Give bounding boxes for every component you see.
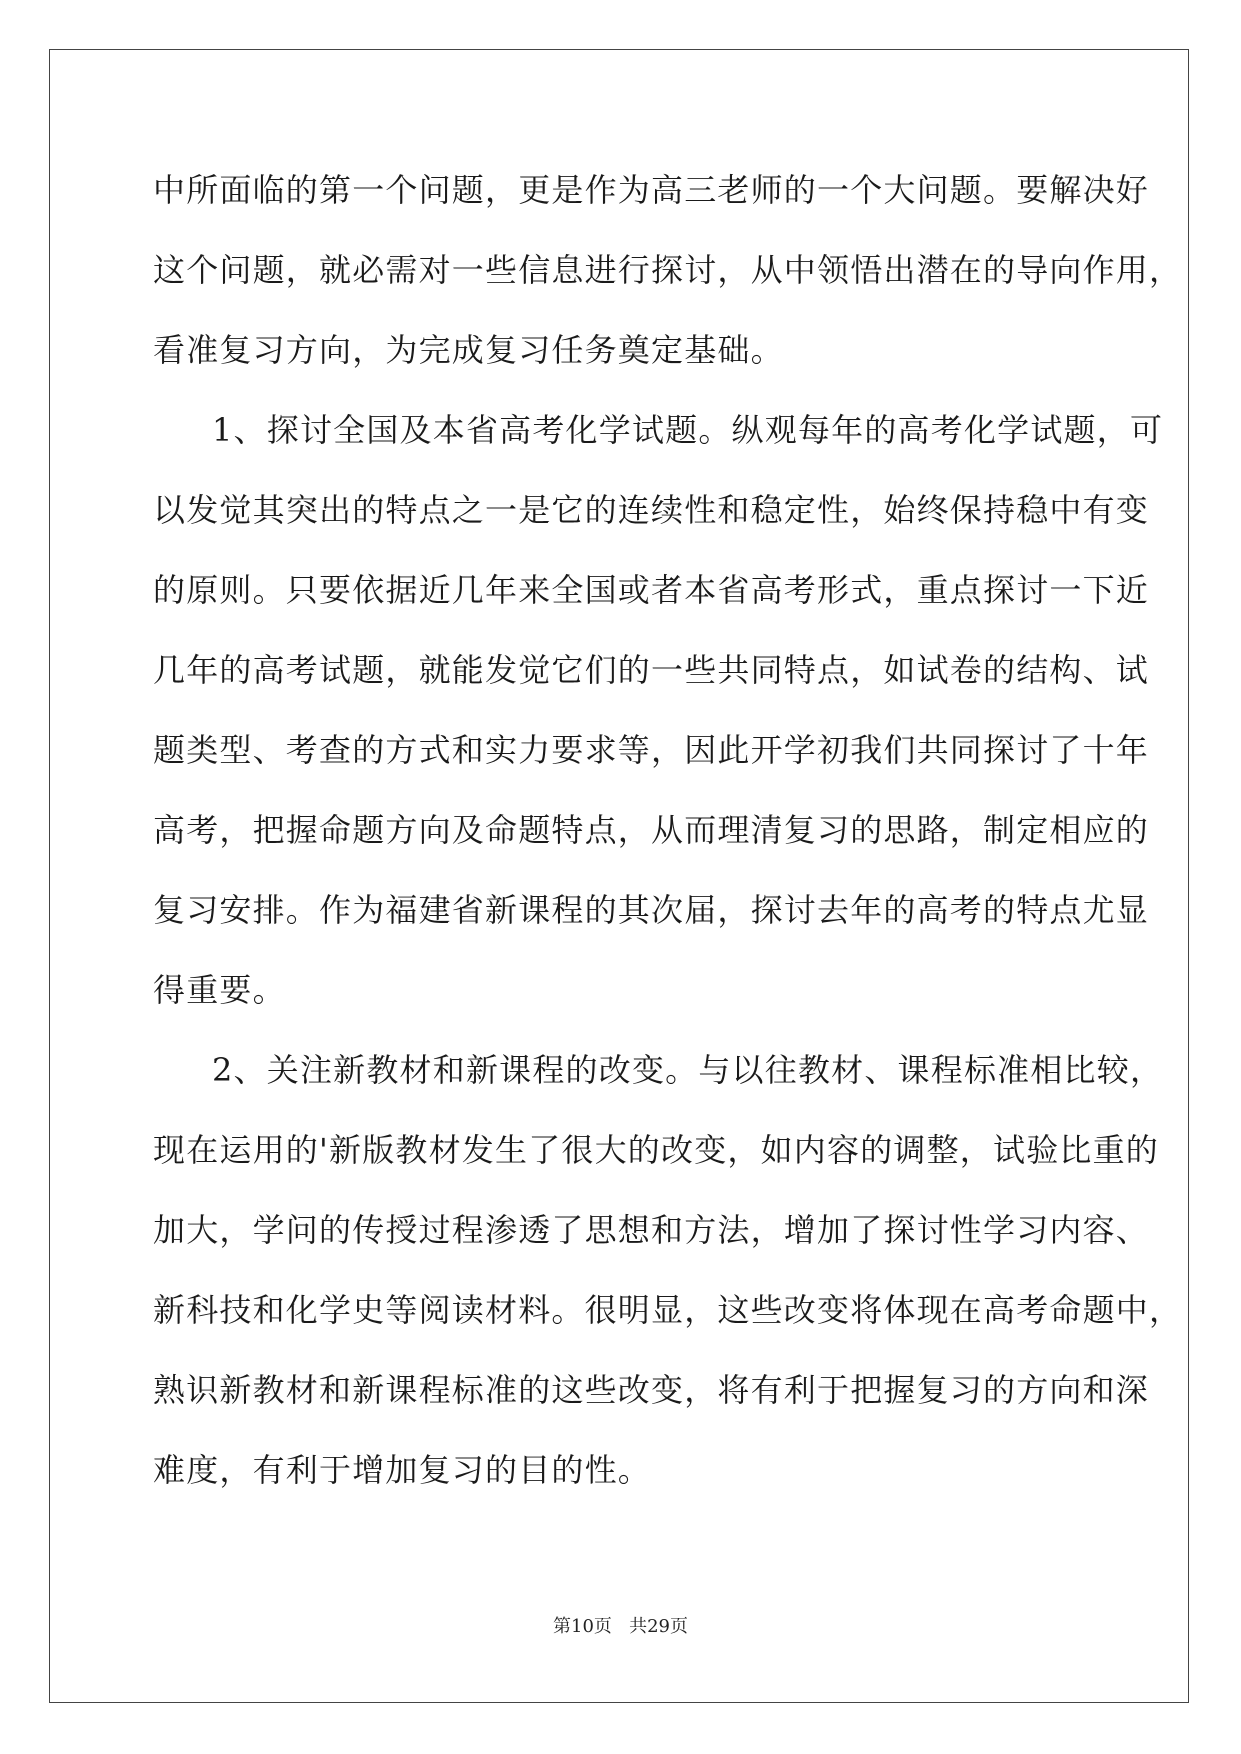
text-line: 高考，把握命题方向及命题特点，从而理清复习的思路，制定相应的 [153, 811, 1150, 849]
text-line: 熟识新教材和新课程标准的这些改变，将有利于把握复习的方向和深 [153, 1371, 1150, 1409]
text-line: 以发觉其突出的特点之一是它的连续性和稳定性，始终保持稳中有变 [153, 491, 1150, 529]
text-line: 加大，学问的传授过程渗透了思想和方法，增加了探讨性学习内容、 [153, 1211, 1150, 1249]
page-number: 第10页 [553, 1616, 612, 1637]
page-footer [0, 1615, 1241, 1639]
text-line: 几年的高考试题，就能发觉它们的一些共同特点，如试卷的结构、试 [153, 651, 1150, 689]
text-line: 题类型、考查的方式和实力要求等，因此开学初我们共同探讨了十年 [153, 731, 1150, 769]
text-line: 得重要。 [153, 971, 286, 1009]
paragraph-start-line: 1、探讨全国及本省高考化学试题。纵观每年的高考化学试题，可 [212, 411, 1164, 449]
text-line: 的原则。只要依据近几年来全国或者本省高考形式，重点探讨一下近 [153, 571, 1150, 609]
page-total: 共29页 [629, 1616, 688, 1637]
text-line: 中所面临的第一个问题，更是作为高三老师的一个大问题。要解决好 [153, 171, 1150, 209]
paragraph-start-line: 2、关注新教材和新课程的改变。与以往教材、课程标准相比较， [212, 1051, 1164, 1089]
document-body [153, 160, 1183, 1520]
text-line: 难度，有利于增加复习的目的性。 [153, 1451, 652, 1489]
text-line: 复习安排。作为福建省新课程的其次届，探讨去年的高考的特点尤显 [153, 891, 1150, 929]
text-line: 这个问题，就必需对一些信息进行探讨，从中领悟出潜在的导向作用， [153, 251, 1183, 289]
text-line: 看准复习方向，为完成复习任务奠定基础。 [153, 331, 784, 369]
text-line: 现在运用的'新版教材发生了很大的改变，如内容的调整，试验比重的 [153, 1131, 1159, 1169]
text-line: 新科技和化学史等阅读材料。很明显，这些改变将体现在高考命题中， [153, 1291, 1183, 1329]
